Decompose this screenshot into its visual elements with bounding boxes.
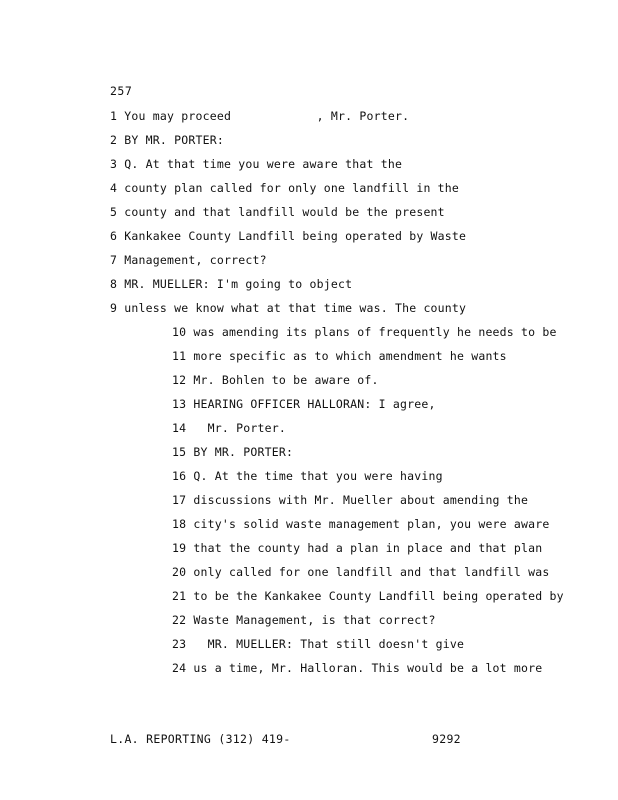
transcript-line-5: 5 county and that landfill would be the present [110,205,445,219]
transcript-line-7: 7 Management, correct? [110,253,267,267]
transcript-line-16: 16 Q. At the time that you were having [172,469,443,483]
transcript-line-11: 11 more specific as to which amendment he wants [172,349,507,363]
transcript-line-1: 1 You may proceed , Mr. Porter. [110,109,410,123]
transcript-line-9: 9 unless we know what at that time was. The county [110,301,467,315]
transcript-line-10: 10 was amending its plans of frequently he needs to be [172,325,557,339]
footer-reporter: L.A. REPORTING (312) 419- [110,732,291,746]
transcript-line-19: 19 that the county had a plan in place and that plan [172,541,543,555]
transcript-line-18: 18 city's solid waste management plan, you were aware [172,517,550,531]
transcript-line-3: 3 Q. At that time you were aware that the [110,157,403,171]
transcript-line-20: 20 only called for one landfill and that landfill was [172,565,550,579]
transcript-line-24: 24 us a time, Mr. Halloran. This would be a lot more [172,661,543,675]
transcript-line-4: 4 county plan called for only one landfill in the [110,181,460,195]
page-number: 257 [110,84,133,98]
transcript-line-12: 12 Mr. Bohlen to be aware of. [172,373,379,387]
transcript-line-23: 23 MR. MUELLER: That still doesn't give [172,637,465,651]
footer-phone-suffix: 9292 [432,732,461,746]
transcript-line-15: 15 BY MR. PORTER: [172,445,294,459]
transcript-line-13: 13 HEARING OFFICER HALLORAN: I agree, [172,397,436,411]
transcript-line-6: 6 Kankakee County Landfill being operated by Waste [110,229,467,243]
transcript-line-17: 17 discussions with Mr. Mueller about amending the [172,493,529,507]
transcript-line-21: 21 to be the Kankakee County Landfill being operated by [172,589,564,603]
transcript-line-2: 2 BY MR. PORTER: [110,133,224,147]
transcript-line-14: 14 Mr. Porter. [172,421,286,435]
transcript-line-8: 8 MR. MUELLER: I'm going to object [110,277,353,291]
transcript-line-22: 22 Waste Management, is that correct? [172,613,436,627]
